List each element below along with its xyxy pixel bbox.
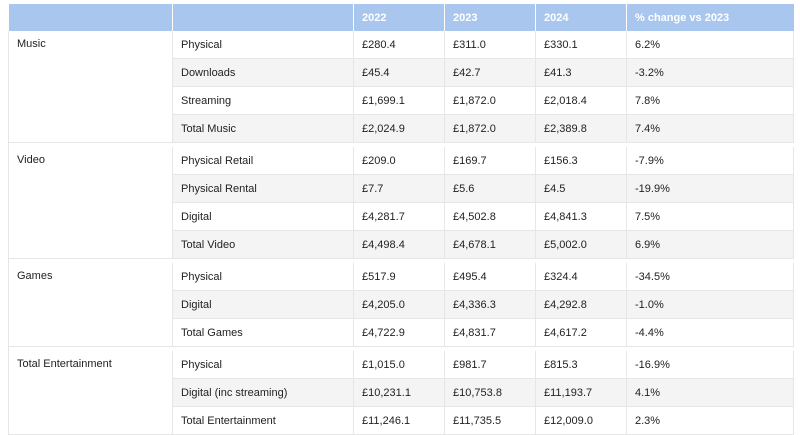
group-label: Games [9, 263, 173, 347]
table-row [9, 351, 794, 379]
cell-2024: £156.3 [536, 147, 627, 175]
row-name: Total Games [173, 319, 354, 347]
cell-2024: £12,009.0 [536, 407, 627, 435]
cell-change: -16.9% [627, 351, 794, 379]
group-label: Video [9, 147, 173, 259]
cell-change: 7.5% [627, 203, 794, 231]
row-name: Physical Rental [173, 175, 354, 203]
row-name: Digital (inc streaming) [173, 379, 354, 407]
row-name: Downloads [173, 59, 354, 87]
row-name: Physical [173, 31, 354, 59]
cell-2022: £517.9 [354, 263, 445, 291]
cell-2024: £330.1 [536, 31, 627, 59]
cell-change: -3.2% [627, 59, 794, 87]
cell-2022: £7.7 [354, 175, 445, 203]
row-name: Digital [173, 291, 354, 319]
header-2022: 2022 [354, 4, 445, 31]
cell-change: 7.8% [627, 87, 794, 115]
header-category [9, 4, 173, 31]
cell-2024: £2,389.8 [536, 115, 627, 143]
cell-2022: £4,498.4 [354, 231, 445, 259]
cell-2024: £41.3 [536, 59, 627, 87]
cell-2023: £1,872.0 [445, 115, 536, 143]
row-name: Total Entertainment [173, 407, 354, 435]
cell-2022: £209.0 [354, 147, 445, 175]
cell-2022: £1,015.0 [354, 351, 445, 379]
cell-2022: £4,281.7 [354, 203, 445, 231]
cell-2023: £495.4 [445, 263, 536, 291]
row-name: Physical [173, 263, 354, 291]
cell-2024: £4,617.2 [536, 319, 627, 347]
group-label: Total Entertainment [9, 351, 173, 435]
cell-change: -4.4% [627, 319, 794, 347]
cell-2023: £10,753.8 [445, 379, 536, 407]
cell-2024: £4.5 [536, 175, 627, 203]
header-change: % change vs 2023 [627, 4, 794, 31]
row-name: Physical Retail [173, 147, 354, 175]
cell-change: -19.9% [627, 175, 794, 203]
cell-2023: £1,872.0 [445, 87, 536, 115]
cell-change: -7.9% [627, 147, 794, 175]
cell-2023: £5.6 [445, 175, 536, 203]
table-body [9, 31, 794, 435]
header-2023: 2023 [445, 4, 536, 31]
cell-2023: £42.7 [445, 59, 536, 87]
cell-2024: £324.4 [536, 263, 627, 291]
cell-2023: £11,735.5 [445, 407, 536, 435]
cell-change: -34.5% [627, 263, 794, 291]
entertainment-sales-table [8, 4, 794, 435]
row-name: Total Video [173, 231, 354, 259]
row-name: Digital [173, 203, 354, 231]
header-item [173, 4, 354, 31]
cell-2024: £11,193.7 [536, 379, 627, 407]
cell-change: -1.0% [627, 291, 794, 319]
table-row [9, 147, 794, 175]
cell-2023: £311.0 [445, 31, 536, 59]
cell-2022: £1,699.1 [354, 87, 445, 115]
cell-2022: £2,024.9 [354, 115, 445, 143]
row-name: Total Music [173, 115, 354, 143]
cell-2024: £2,018.4 [536, 87, 627, 115]
cell-2024: £4,292.8 [536, 291, 627, 319]
header-2024: 2024 [536, 4, 627, 31]
group-label: Music [9, 31, 173, 143]
cell-2023: £981.7 [445, 351, 536, 379]
row-name: Streaming [173, 87, 354, 115]
cell-2024: £4,841.3 [536, 203, 627, 231]
cell-change: 6.9% [627, 231, 794, 259]
table-header [9, 4, 794, 31]
cell-change: 6.2% [627, 31, 794, 59]
table-row [9, 263, 794, 291]
row-name: Physical [173, 351, 354, 379]
cell-2023: £169.7 [445, 147, 536, 175]
cell-2022: £10,231.1 [354, 379, 445, 407]
cell-2022: £11,246.1 [354, 407, 445, 435]
cell-change: 4.1% [627, 379, 794, 407]
cell-2023: £4,678.1 [445, 231, 536, 259]
cell-change: 7.4% [627, 115, 794, 143]
cell-2023: £4,502.8 [445, 203, 536, 231]
cell-2022: £280.4 [354, 31, 445, 59]
cell-2024: £5,002.0 [536, 231, 627, 259]
cell-2023: £4,336.3 [445, 291, 536, 319]
header-row [9, 4, 794, 31]
cell-2024: £815.3 [536, 351, 627, 379]
cell-2022: £45.4 [354, 59, 445, 87]
cell-change: 2.3% [627, 407, 794, 435]
cell-2023: £4,831.7 [445, 319, 536, 347]
cell-2022: £4,205.0 [354, 291, 445, 319]
table-row [9, 31, 794, 59]
cell-2022: £4,722.9 [354, 319, 445, 347]
